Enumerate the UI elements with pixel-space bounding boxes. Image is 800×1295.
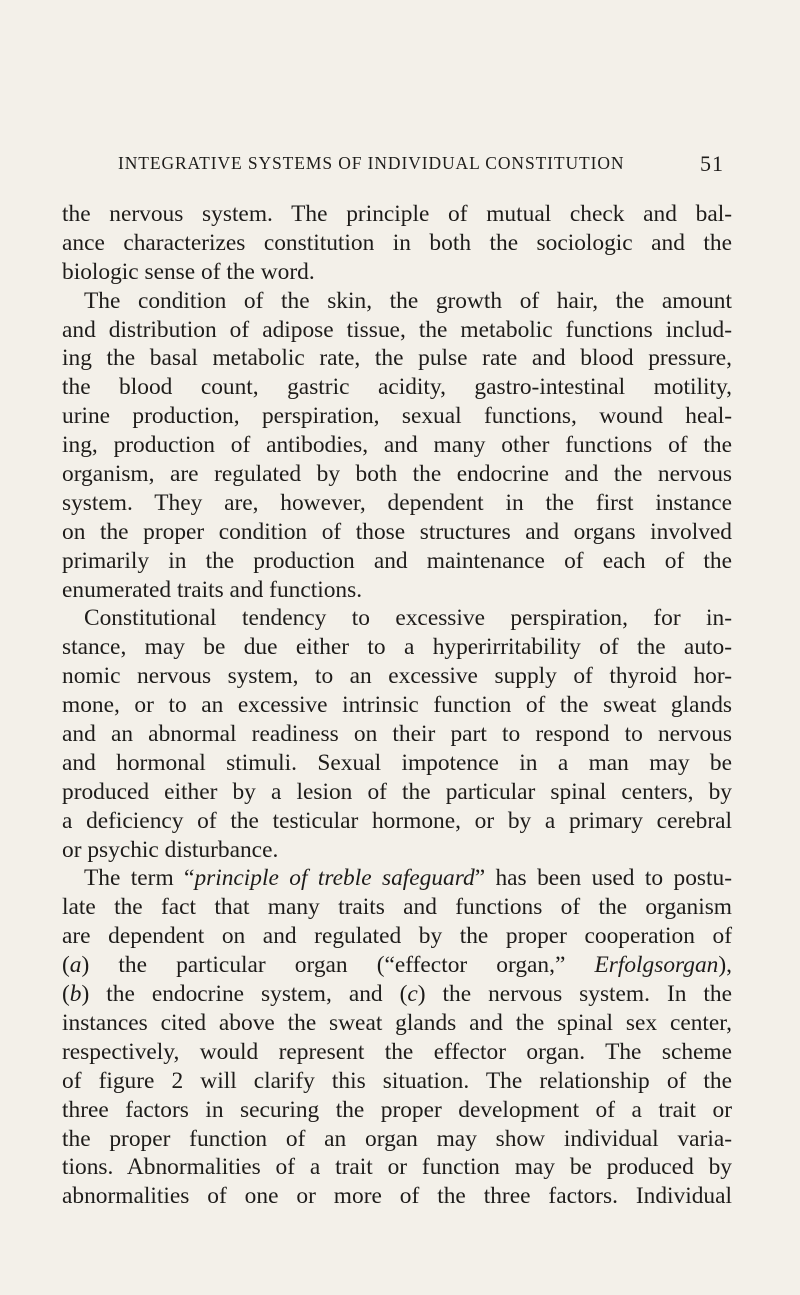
text-line: ing the basal metabolic rate, the pulse rate and blood pressure, — [62, 345, 732, 372]
text-line: mone, or to an excessive intrinsic function of the sweat glands — [62, 692, 732, 719]
text-line: on the proper condition of those structures and organs involved — [62, 518, 732, 545]
text-line: of figure 2 will clarify this situation. The relationship of the — [62, 1067, 732, 1094]
italic-german-term: Erfolgsorgan — [594, 952, 719, 979]
text-line-term — [62, 864, 732, 893]
text-line: urine production, perspiration, sexual functions, wound heal- — [62, 403, 732, 430]
enum-label-c: c — [407, 981, 418, 1008]
enum-text-b: ) the endocrine system, and ( — [81, 981, 408, 1008]
text-line: and hormonal stimuli. Sexual impotence in a man may be — [62, 749, 732, 776]
enum-label-b: b — [69, 981, 82, 1008]
text-line: system. They are, however, dependent in the first instance — [62, 489, 732, 516]
running-title: INTEGRATIVE SYSTEMS OF INDIVIDUAL CONSTITUTION — [118, 153, 625, 173]
term-lead: The term “ — [84, 865, 195, 892]
italic-term: principle of treble safeguard — [194, 865, 475, 892]
text-line: and distribution of adipose tissue, the metabolic functions includ- — [62, 316, 732, 343]
text-line: late the fact that many traits and functions of the organism — [62, 894, 732, 921]
text-line-enum-b — [62, 980, 732, 1009]
enum-text-a: ) the particular organ (“effector organ,” — [81, 952, 595, 979]
text-line: respectively, would represent the effector organ. The scheme — [62, 1038, 732, 1065]
text-line: ing, production of antibodies, and many other functions of the — [62, 432, 732, 459]
term-trail: ” has been used to postu- — [474, 865, 732, 892]
body-text — [62, 200, 732, 1211]
text-line: the nervous system. The principle of mutual check and bal- — [62, 201, 732, 227]
text-line: nomic nervous system, to an excessive supply of thyroid hor- — [62, 663, 732, 690]
page-number: 51 — [700, 151, 724, 176]
text-line: produced either by a lesion of the particular spinal centers, by — [62, 778, 732, 805]
enum-text-c: ) the nervous system. In the — [417, 981, 733, 1008]
text-line: stance, may be due either to a hyperirritability of the auto- — [62, 634, 732, 661]
text-line: tions. Abnormalities of a trait or function may be produced by — [62, 1154, 732, 1181]
text-line: instances cited above the sweat glands and the spinal sex center, — [62, 1009, 732, 1036]
text-line: abnormalities of one or more of the three factors. Individual — [62, 1183, 732, 1210]
paren-open: ( — [62, 981, 70, 1008]
text-line: The condition of the skin, the growth of hair, the amount — [84, 287, 732, 314]
text-line: enumerated traits and functions. — [62, 576, 363, 603]
text-line: the proper function of an organ may show individual varia- — [62, 1125, 732, 1152]
enum-label-a: a — [69, 952, 82, 979]
text-line: or psychic disturbance. — [62, 836, 279, 863]
text-line: the blood count, gastric acidity, gastro-intestinal motility, — [62, 374, 732, 401]
text-line-enum-a — [62, 951, 732, 980]
text-line: primarily in the production and maintenance of each of the — [62, 547, 732, 574]
text-line: Constitutional tendency to excessive perspiration, for in- — [84, 605, 732, 632]
running-head — [118, 153, 724, 183]
text-line: a deficiency of the testicular hormone, or by a primary cerebral — [62, 807, 732, 834]
text-line: biologic sense of the word. — [62, 258, 315, 285]
text-line: and an abnormal readiness on their part to respond to nervous — [62, 721, 732, 748]
paren-open: ( — [62, 952, 70, 979]
text-line: ance characterizes constitution in both the sociologic and the — [62, 229, 732, 256]
text-line: are dependent on and regulated by the proper cooperation of — [62, 923, 732, 950]
enum-trail: ), — [718, 952, 732, 979]
text-line: three factors in securing the proper development of a trait or — [62, 1096, 732, 1123]
text-line: organism, are regulated by both the endocrine and the nervous — [62, 461, 732, 488]
